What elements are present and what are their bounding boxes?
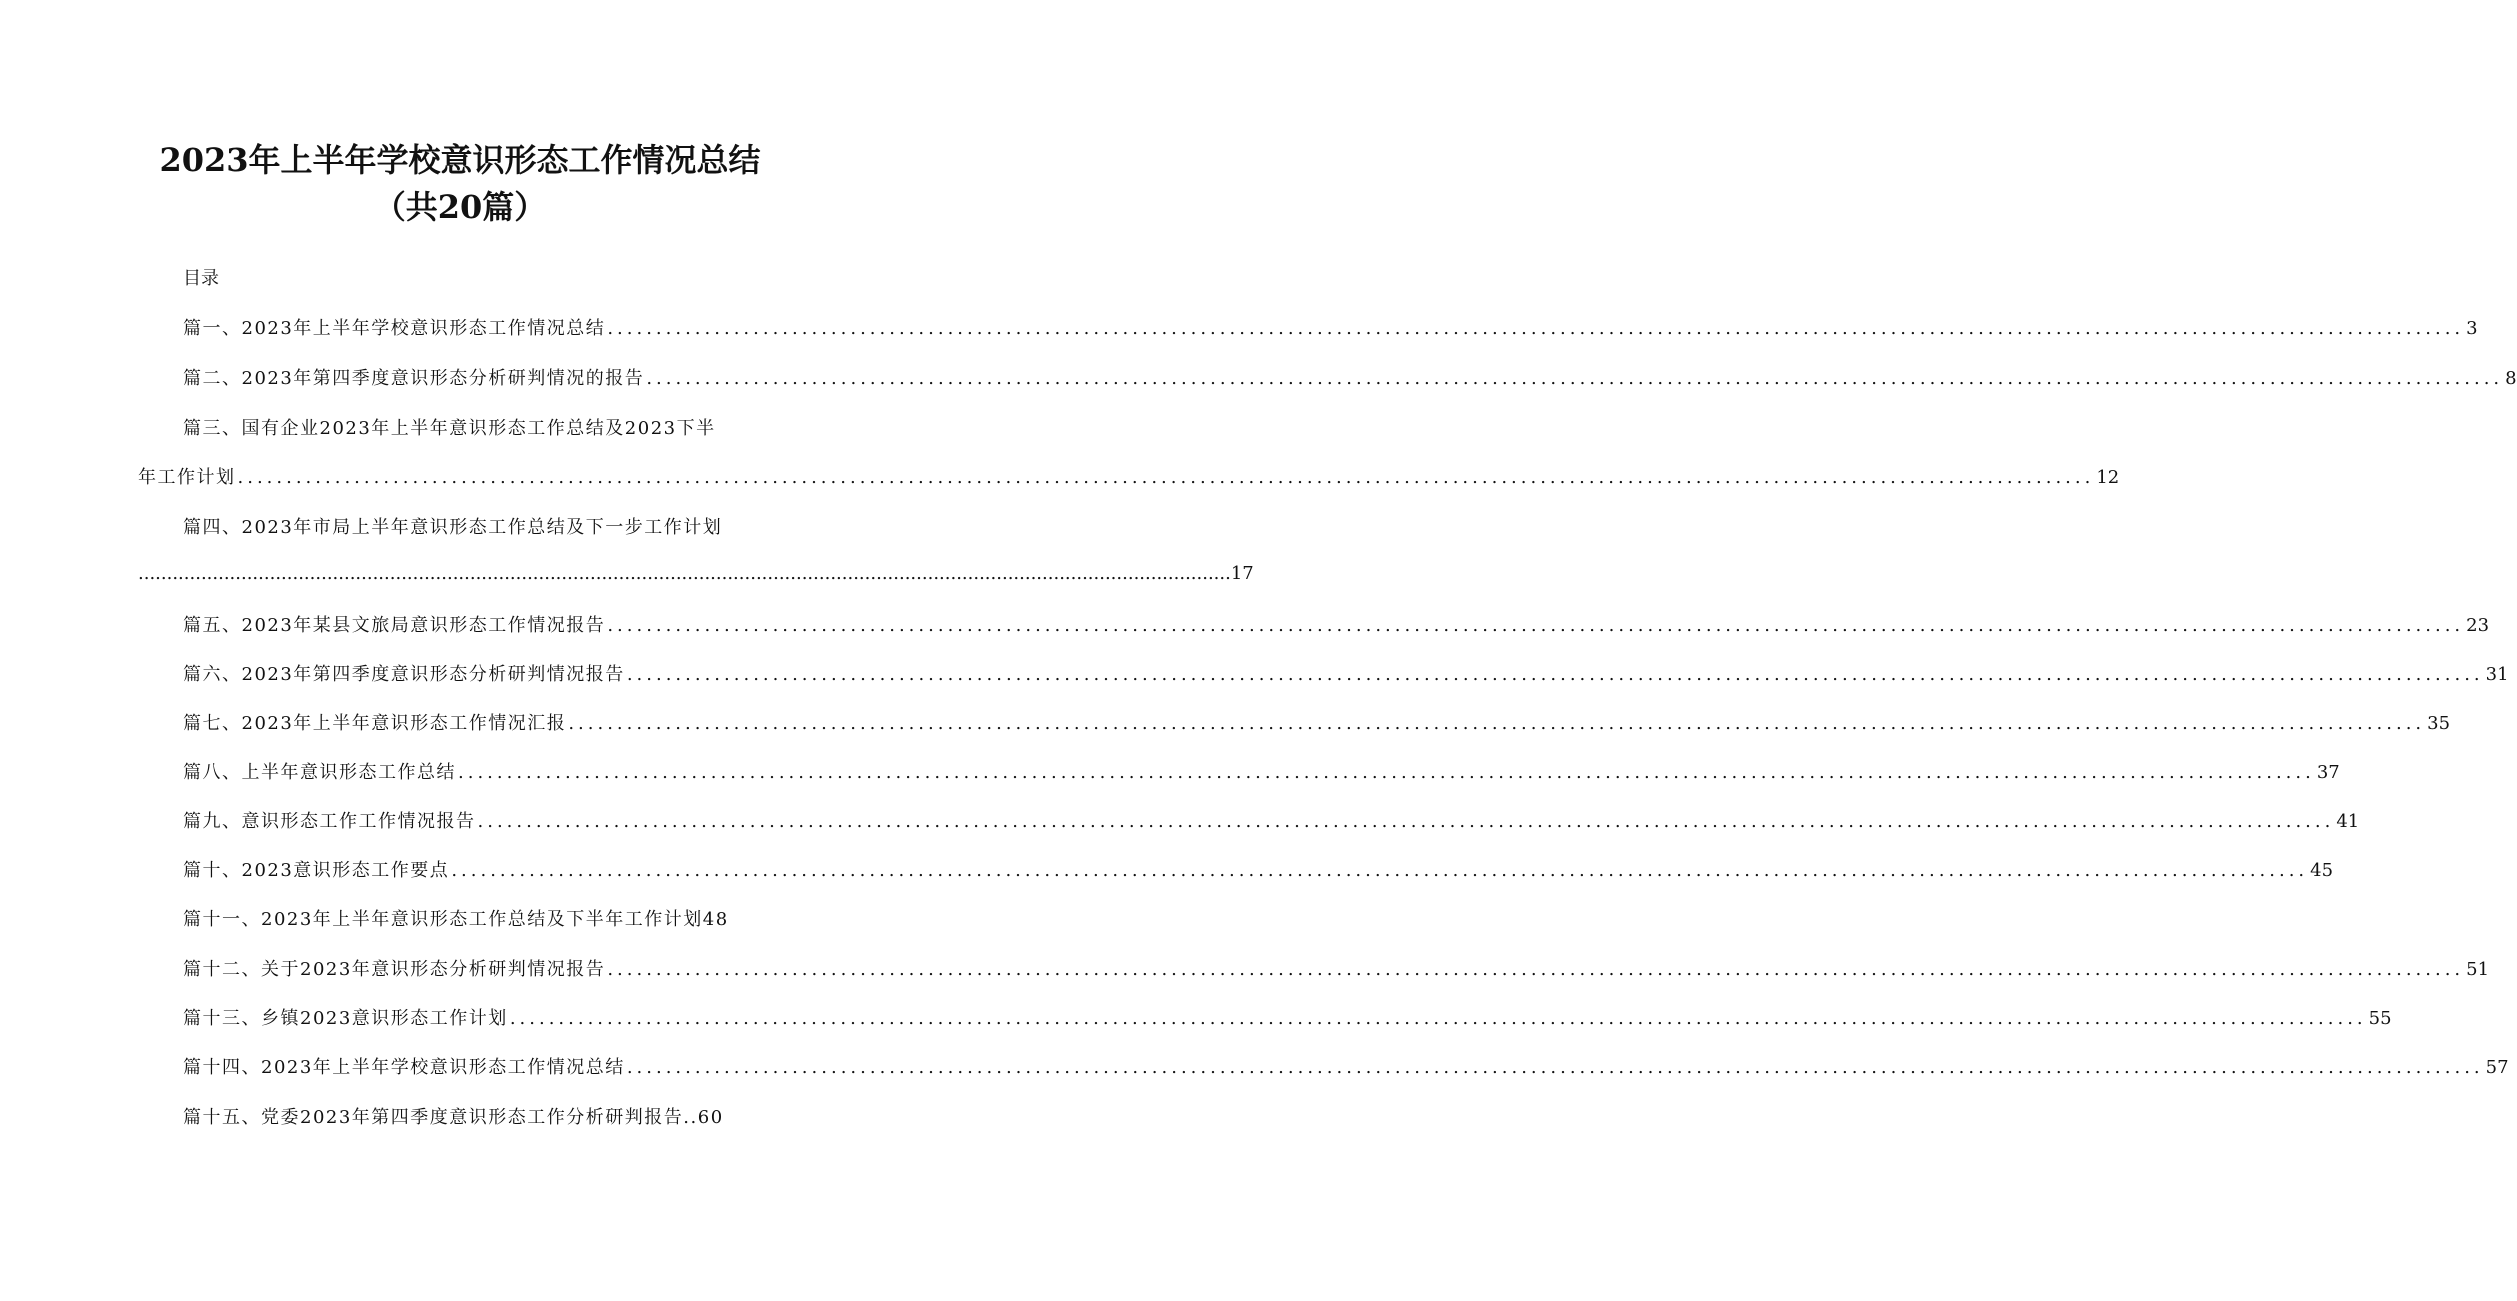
toc-leader-dots: ...............................................................................................................................................................................................	[568, 713, 2426, 734]
toc-entry-page: 55	[2368, 1008, 2392, 1029]
toc-entry-title: 篇一、2023年上半年学校意识形态工作情况总结	[183, 318, 606, 339]
toc-entry-title: 篇十三、乡镇2023意识形态工作计划	[183, 1008, 508, 1029]
toc-entry-title: 篇七、2023年上半年意识形态工作情况汇报	[183, 713, 567, 734]
toc-entry-page: 12	[2096, 467, 2120, 488]
toc-entry[interactable]	[183, 1103, 783, 1129]
toc-heading: 目录	[183, 268, 219, 289]
toc-leader-dots: ...............................................................................................................................................................................................	[509, 1008, 2367, 1029]
toc-entry[interactable]	[183, 364, 2517, 390]
toc-entry-title: 篇三、国有企业2023年上半年意识形态工作总结及2023下半	[183, 418, 716, 439]
toc-leader-dots: ...............................................................................................................................................................................................	[477, 811, 2335, 832]
toc-leader-dots: ...............................................................................................................................................................................................	[646, 368, 2504, 389]
toc-entry[interactable]	[183, 513, 753, 539]
toc-entry-page: 23	[2466, 615, 2490, 636]
toc-entry[interactable]	[183, 611, 2490, 637]
toc-entry-page: 51	[2466, 959, 2490, 980]
toc-entry[interactable]	[183, 807, 2360, 833]
toc-entry-page: 17	[1230, 563, 1254, 584]
toc-leader-dots: ...............................................................................................................................................................................................	[451, 860, 2309, 881]
toc-entry-continuation[interactable]	[138, 463, 2120, 489]
document-subtitle: （共20篇）	[373, 188, 547, 226]
toc-entry[interactable]	[183, 955, 2490, 981]
toc-leader-dots: ...............................................................................................................................................................................................	[626, 1057, 2484, 1078]
toc-entry-title: 篇九、意识形态工作工作情况报告	[183, 811, 476, 832]
toc-leader-dots: ...............................................................................................................................................................................................	[607, 318, 2465, 339]
toc-entry-title: 篇十一、2023年上半年意识形态工作总结及下半年工作计划48	[183, 909, 729, 930]
toc-entry-page: 31	[2485, 664, 2509, 685]
toc-entry[interactable]	[183, 758, 2340, 784]
toc-entry-title: 篇六、2023年第四季度意识形态分析研判情况报告	[183, 664, 625, 685]
toc-leader-dots: ...............................................................................................................................................................................................	[626, 664, 2484, 685]
toc-entry-page: 45	[2310, 860, 2334, 881]
toc-entry-title: 篇四、2023年市局上半年意识形态工作总结及下一步工作计划	[183, 517, 723, 538]
toc-entry[interactable]	[183, 905, 783, 931]
toc-entry-page: 57	[2485, 1057, 2509, 1078]
toc-leader-dots: ...............................................................................................................................................................................................	[607, 615, 2465, 636]
toc-entry-title: 篇八、上半年意识形态工作总结	[183, 762, 456, 783]
toc-entry[interactable]	[183, 709, 2451, 735]
toc-entry-page: 8	[2505, 368, 2517, 389]
toc-entry-title: 篇十、2023意识形态工作要点	[183, 860, 450, 881]
toc-entry-title: 篇十五、党委2023年第四季度意识形态工作分析研判报告..60	[183, 1107, 724, 1128]
toc-entry[interactable]	[183, 660, 2509, 686]
toc-entry-page: 35	[2427, 713, 2451, 734]
toc-entry-page: 3	[2466, 318, 2478, 339]
toc-entry-title: 篇五、2023年某县文旅局意识形态工作情况报告	[183, 615, 606, 636]
toc-entry-page: 41	[2336, 811, 2360, 832]
toc-entry[interactable]	[183, 1053, 2509, 1079]
toc-entry[interactable]	[183, 856, 2334, 882]
toc-entry-page: 37	[2316, 762, 2340, 783]
toc-entry[interactable]	[183, 1004, 2392, 1030]
toc-entry-title-continued: 年工作计划	[138, 467, 236, 488]
toc-entry-title: 篇二、2023年第四季度意识形态分析研判情况的报告	[183, 368, 645, 389]
toc-leader-dots: ...............................................................................................................................................................................................	[607, 959, 2465, 980]
toc-entry-title: 篇十二、关于2023年意识形态分析研判情况报告	[183, 959, 606, 980]
toc-leader-dots: ...............................................................................................................................................................................................	[237, 467, 2095, 488]
toc-entry-title: 篇十四、2023年上半年学校意识形态工作情况总结	[183, 1057, 625, 1078]
toc-leader-dots: ...............................................................................................................................................................................................	[138, 563, 1231, 584]
toc-leader-dots: ...............................................................................................................................................................................................	[458, 762, 2315, 783]
toc-entry[interactable]	[183, 414, 743, 440]
document-title: 2023年上半年学校意识形态工作情况总结	[159, 141, 761, 179]
toc-entry[interactable]	[183, 314, 2478, 340]
toc-entry-continuation[interactable]	[138, 563, 1254, 584]
